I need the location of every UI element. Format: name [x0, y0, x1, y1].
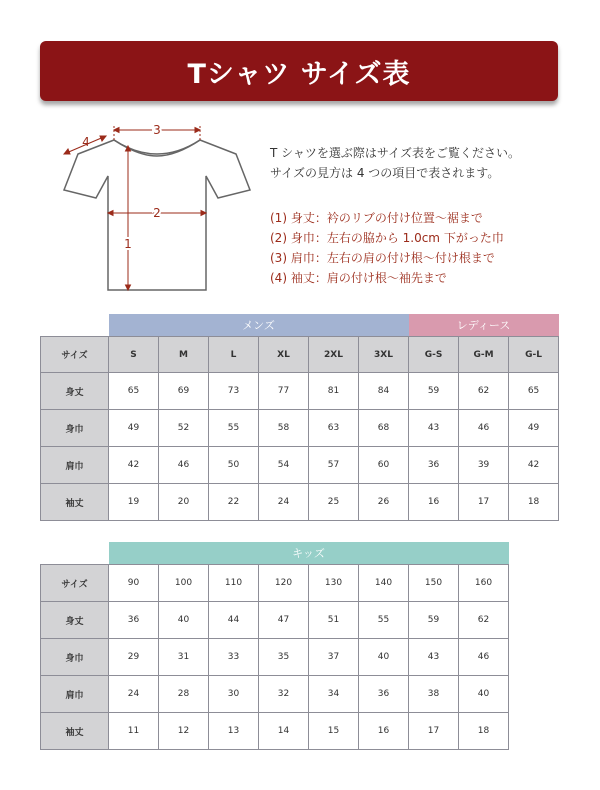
definition-item: (2) 身巾：左右の脇から 1.0cm 下がった巾	[270, 231, 504, 245]
size-header: 3XL	[359, 337, 409, 373]
table-cell: 16	[409, 484, 459, 521]
table-cell: 25	[309, 484, 359, 521]
table-row	[41, 713, 509, 750]
table-cell: 35	[259, 639, 309, 676]
table-cell: 54	[259, 447, 309, 484]
table-cell: 38	[409, 676, 459, 713]
size-header-label: サイズ	[41, 565, 109, 602]
table-cell: 62	[459, 373, 509, 410]
table-cell: 49	[109, 410, 159, 447]
table-cell: 49	[509, 410, 559, 447]
table-row	[41, 602, 509, 639]
row-label: 身巾	[41, 410, 109, 447]
table-cell: 11	[109, 713, 159, 750]
definition-item: (3) 肩巾：左右の肩の付け根～付け根まで	[270, 251, 495, 265]
table-cell: 40	[159, 602, 209, 639]
label-4: 4	[82, 135, 90, 149]
table-cell: 42	[509, 447, 559, 484]
tshirt-diagram	[56, 118, 256, 298]
table-cell: 77	[259, 373, 309, 410]
table-row	[41, 484, 559, 521]
table-cell: 18	[509, 484, 559, 521]
table-cell: 44	[209, 602, 259, 639]
table-cell: 57	[309, 447, 359, 484]
table-cell: 46	[159, 447, 209, 484]
row-label: 袖丈	[41, 484, 109, 521]
table-row	[41, 676, 509, 713]
size-header: G-L	[509, 337, 559, 373]
table-cell: 52	[159, 410, 209, 447]
table-cell: 40	[459, 676, 509, 713]
table-cell: 36	[359, 676, 409, 713]
table-cell: 63	[309, 410, 359, 447]
size-header: L	[209, 337, 259, 373]
row-label: 肩巾	[41, 447, 109, 484]
intro-line: T シャツを選ぶ際はサイズ表をご覧ください。	[270, 146, 520, 160]
size-header: 90	[109, 565, 159, 602]
size-header: 160	[459, 565, 509, 602]
table-cell: 42	[109, 447, 159, 484]
row-label: 袖丈	[41, 713, 109, 750]
table-cell: 46	[459, 410, 509, 447]
table-row	[41, 373, 559, 410]
table-cell: 62	[459, 602, 509, 639]
title-banner	[40, 41, 558, 101]
table-row	[41, 447, 559, 484]
table-cell: 50	[209, 447, 259, 484]
table-cell: 43	[409, 639, 459, 676]
table-cell: 81	[309, 373, 359, 410]
group-header-row	[41, 314, 559, 337]
label-2: 2	[153, 206, 161, 220]
row-label: 身丈	[41, 602, 109, 639]
table-cell: 84	[359, 373, 409, 410]
size-header: G-M	[459, 337, 509, 373]
size-header: 2XL	[309, 337, 359, 373]
definition-item: (1) 身丈：衿のリブの付け位置～裾まで	[270, 211, 483, 225]
table-cell: 19	[109, 484, 159, 521]
table-cell: 36	[109, 602, 159, 639]
table-cell: 32	[259, 676, 309, 713]
size-header-label: サイズ	[41, 337, 109, 373]
label-1: 1	[124, 237, 132, 251]
size-header: XL	[259, 337, 309, 373]
table-cell: 55	[359, 602, 409, 639]
size-header: G-S	[409, 337, 459, 373]
table-cell: 30	[209, 676, 259, 713]
row-label: 肩巾	[41, 676, 109, 713]
table-cell: 17	[459, 484, 509, 521]
table-cell: 40	[359, 639, 409, 676]
table-cell: 47	[259, 602, 309, 639]
label-3: 3	[153, 123, 161, 137]
table-cell: 16	[359, 713, 409, 750]
adult-size-table	[40, 314, 559, 521]
table-cell: 59	[409, 373, 459, 410]
size-header-row	[41, 337, 559, 373]
size-header: 140	[359, 565, 409, 602]
table-cell: 17	[409, 713, 459, 750]
group-header-row	[41, 542, 509, 565]
table-row	[41, 639, 509, 676]
table-cell: 69	[159, 373, 209, 410]
table-cell: 20	[159, 484, 209, 521]
size-header: 110	[209, 565, 259, 602]
size-header-row	[41, 565, 509, 602]
table-cell: 65	[509, 373, 559, 410]
table-cell: 46	[459, 639, 509, 676]
size-header: 120	[259, 565, 309, 602]
row-label: 身巾	[41, 639, 109, 676]
table-cell: 33	[209, 639, 259, 676]
table-cell: 13	[209, 713, 259, 750]
table-cell: 24	[259, 484, 309, 521]
table-cell: 68	[359, 410, 409, 447]
table-cell: 51	[309, 602, 359, 639]
size-header: 100	[159, 565, 209, 602]
ladies-group-header: レディース	[409, 314, 559, 337]
table-cell: 31	[159, 639, 209, 676]
kids-group-header: キッズ	[109, 542, 509, 565]
table-cell: 55	[209, 410, 259, 447]
table-cell: 59	[409, 602, 459, 639]
kids-size-table	[40, 542, 509, 750]
size-header: M	[159, 337, 209, 373]
table-cell: 29	[109, 639, 159, 676]
row-label: 身丈	[41, 373, 109, 410]
table-cell: 26	[359, 484, 409, 521]
intro-line: サイズの見方は 4 つの項目で表されます。	[270, 166, 500, 180]
table-cell: 65	[109, 373, 159, 410]
table-cell: 12	[159, 713, 209, 750]
size-header: 130	[309, 565, 359, 602]
table-cell: 73	[209, 373, 259, 410]
table-cell: 58	[259, 410, 309, 447]
table-cell: 36	[409, 447, 459, 484]
table-cell: 14	[259, 713, 309, 750]
size-header: 150	[409, 565, 459, 602]
table-cell: 28	[159, 676, 209, 713]
table-cell: 34	[309, 676, 359, 713]
page-title: Tシャツ サイズ表	[187, 58, 411, 90]
table-cell: 15	[309, 713, 359, 750]
measurement-definitions	[270, 208, 504, 288]
mens-group-header: メンズ	[109, 314, 409, 337]
table-cell: 60	[359, 447, 409, 484]
table-cell: 39	[459, 447, 509, 484]
size-header: S	[109, 337, 159, 373]
table-cell: 24	[109, 676, 159, 713]
table-cell: 22	[209, 484, 259, 521]
definition-item: (4) 袖丈：肩の付け根～袖先まで	[270, 271, 447, 285]
intro-text	[270, 143, 520, 183]
table-cell: 43	[409, 410, 459, 447]
table-cell: 18	[459, 713, 509, 750]
table-row	[41, 410, 559, 447]
table-cell: 37	[309, 639, 359, 676]
